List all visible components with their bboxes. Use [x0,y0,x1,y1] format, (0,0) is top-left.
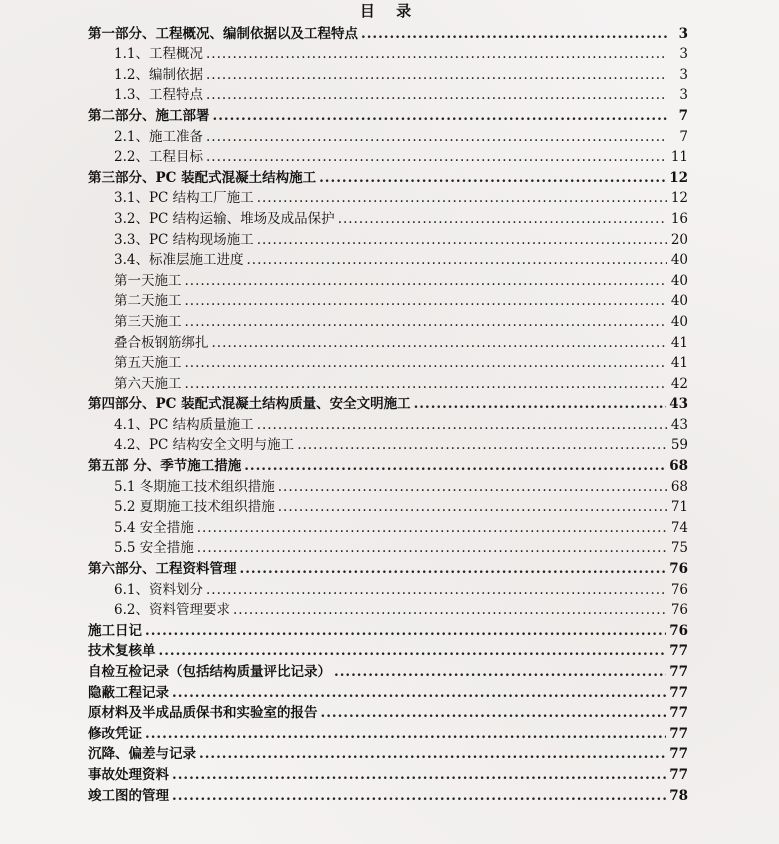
toc-entry-page-number: 68 [670,478,688,495]
toc-entry-label: 第四部分、PC 装配式混凝土结构质量、安全文明施工 [88,396,411,413]
dot-leader [334,664,666,681]
toc-entry-label: 第五部 分、季节施工措施 [88,458,242,475]
toc-section-entry[interactable] [88,393,688,414]
toc-entry-label: 2.2、工程目标 [114,149,203,166]
toc-entry-label: 1.2、编制依据 [114,66,203,83]
toc-section-entry[interactable] [88,166,688,187]
toc-section-entry[interactable] [88,104,688,125]
toc-subsection-entry[interactable] [88,290,688,311]
toc-subsection-entry[interactable] [88,146,688,167]
toc-entry-label: 6.1、资料划分 [114,581,203,598]
toc-entry-page-number: 3 [679,66,688,83]
toc-entry-label: 竣工图的管理 [88,787,169,804]
dot-leader [206,582,667,599]
dot-leader [145,726,666,743]
toc-entry-label: 4.2、PC 结构安全文明与施工 [114,437,295,454]
toc-entry-page-number: 75 [670,540,688,557]
toc-entry-label: 5.5 安全措施 [114,540,194,557]
toc-entry-label: 自检互检记录（包括结构质量评比记录） [88,664,331,680]
toc-subsection-entry[interactable] [88,187,688,208]
toc-section-entry[interactable] [88,660,688,681]
toc-subsection-entry[interactable] [88,516,688,537]
dot-leader [197,520,667,537]
dot-leader [213,108,668,125]
toc-subsection-entry[interactable] [88,331,688,352]
toc-subsection-entry[interactable] [88,434,688,455]
toc-entry-page-number: 42 [670,375,688,392]
toc-entry-label: 隐蔽工程记录 [88,684,169,701]
toc-entry-page-number: 43 [669,396,688,413]
toc-entry-page-number: 43 [670,416,688,433]
toc-entry-label: 4.1、PC 结构质量施工 [114,416,254,433]
toc-entry-label: 第六天施工 [114,375,182,392]
toc-subsection-entry[interactable] [88,475,688,496]
dot-leader [361,26,667,43]
toc-entry-page-number: 71 [670,499,688,516]
toc-subsection-entry[interactable] [88,228,688,249]
toc-subsection-entry[interactable] [88,84,688,105]
toc-entry-page-number: 59 [670,437,688,454]
toc-section-entry[interactable] [88,743,688,764]
toc-entry-label: 修改凭证 [88,725,142,742]
toc-subsection-entry[interactable] [88,310,688,331]
toc-entry-page-number: 41 [670,334,688,351]
toc-entry-label: 第二部分、施工部署 [88,107,210,124]
toc-entry-page-number: 77 [669,746,688,763]
toc-entry-label: 1.3、工程特点 [114,87,203,104]
toc-subsection-entry[interactable] [88,372,688,393]
toc-subsection-entry[interactable] [88,43,688,64]
toc-entry-page-number: 77 [669,684,688,701]
toc-entry-page-number: 77 [669,643,688,660]
table-of-contents [88,22,688,805]
toc-section-entry[interactable] [88,619,688,640]
toc-section-entry[interactable] [88,702,688,723]
toc-entry-page-number: 78 [669,787,688,804]
toc-section-entry[interactable] [88,763,688,784]
dot-leader [185,376,668,393]
toc-entry-label: 1.1、工程概况 [114,46,203,63]
dot-leader [246,252,667,269]
dot-leader [206,67,667,84]
dot-leader [319,170,666,187]
toc-entry-label: 5.4 安全措施 [114,519,194,536]
toc-entry-page-number: 76 [669,622,688,639]
toc-title: 目 录 [359,2,420,20]
toc-section-entry[interactable] [88,722,688,743]
dot-leader [199,746,666,763]
dot-leader [145,623,666,640]
dot-leader [185,293,668,310]
toc-entry-label: 3.4、标准层施工进度 [114,252,244,269]
toc-subsection-entry[interactable] [88,352,688,373]
toc-section-entry[interactable] [88,557,688,578]
toc-entry-label: 第三部分、PC 装配式混凝土结构施工 [88,169,317,186]
toc-entry-page-number: 77 [669,705,688,722]
toc-entry-label: 2.1、施工准备 [114,128,203,145]
toc-entry-page-number: 68 [669,458,688,475]
toc-subsection-entry[interactable] [88,63,688,84]
toc-entry-label: 第一天施工 [114,272,182,289]
toc-entry-page-number: 3 [679,46,688,63]
toc-entry-label: 叠合板钢筋绑扎 [114,334,209,351]
toc-entry-label: 第六部分、工程资料管理 [88,561,237,578]
dot-leader [257,417,667,434]
dot-leader [414,396,667,413]
toc-section-entry[interactable] [88,454,688,475]
toc-subsection-entry[interactable] [88,207,688,228]
toc-section-entry[interactable] [88,784,688,805]
toc-entry-page-number: 12 [669,169,688,186]
dot-leader [206,129,667,146]
toc-entry-page-number: 40 [670,313,688,330]
toc-entry-label: 6.2、资料管理要求 [114,602,230,619]
toc-entry-label: 3.2、PC 结构运输、堆场及成品保护 [114,210,335,227]
toc-entry-label: 5.1 冬期施工技术组织措施 [114,478,275,495]
toc-section-entry[interactable] [88,681,688,702]
toc-entry-label: 技术复核单 [88,643,156,660]
toc-entry-page-number: 7 [678,107,688,124]
dot-leader [257,190,667,207]
toc-entry-page-number: 16 [670,210,688,227]
dot-leader [185,314,668,331]
toc-entry-page-number: 3 [679,87,688,104]
toc-entry-page-number: 12 [670,190,688,207]
toc-entry-page-number: 20 [670,231,688,248]
dot-leader [278,479,667,496]
toc-entry-page-number: 41 [670,355,688,372]
toc-entry-page-number: 40 [670,293,688,310]
toc-entry-label: 3.3、PC 结构现场施工 [114,231,254,248]
toc-subsection-entry[interactable] [88,413,688,434]
toc-entry-page-number: 74 [670,519,688,536]
toc-section-entry[interactable] [88,640,688,661]
dot-leader [172,685,666,702]
toc-subsection-entry[interactable] [88,578,688,599]
toc-entry-label: 沉降、偏差与记录 [88,746,196,763]
dot-leader [159,643,667,660]
dot-leader [321,705,667,722]
toc-subsection-entry[interactable] [88,496,688,517]
toc-entry-label: 第一部分、工程概况、编制依据以及工程特点 [88,25,358,42]
toc-subsection-entry[interactable] [88,537,688,558]
toc-entry-page-number: 7 [679,128,688,145]
toc-subsection-entry[interactable] [88,249,688,270]
toc-entry-page-number: 11 [670,149,688,166]
dot-leader [278,499,667,516]
dot-leader [297,437,667,454]
toc-entry-page-number: 76 [670,602,688,619]
dot-leader [206,87,667,104]
toc-entry-label: 施工日记 [88,622,142,639]
dot-leader [206,149,667,166]
toc-entry-page-number: 40 [670,272,688,289]
dot-leader [244,458,666,475]
dot-leader [185,273,668,290]
toc-entry-label: 事故处理资料 [88,766,169,783]
toc-entry-label: 原材料及半成品质保书和实验室的报告 [88,705,318,722]
dot-leader [257,232,667,249]
toc-entry-page-number: 77 [669,725,688,742]
dot-leader [233,602,667,619]
toc-entry-label: 第二天施工 [114,293,182,310]
dot-leader [338,211,667,228]
dot-leader [172,767,666,784]
dot-leader [206,46,667,63]
dot-leader [197,540,667,557]
toc-entry-page-number: 76 [670,581,688,598]
toc-subsection-entry[interactable] [88,269,688,290]
toc-entry-page-number: 76 [669,561,688,578]
toc-entry-page-number: 77 [669,664,688,680]
toc-subsection-entry[interactable] [88,125,688,146]
toc-entry-label: 5.2 夏期施工技术组织措施 [114,499,275,516]
toc-entry-label: 3.1、PC 结构工厂施工 [114,190,254,207]
toc-entry-page-number: 77 [669,766,688,783]
dot-leader [172,788,666,805]
toc-entry-label: 第三天施工 [114,313,182,330]
toc-entry-page-number: 40 [670,252,688,269]
dot-leader [185,355,668,372]
toc-section-entry[interactable] [88,22,688,43]
toc-subsection-entry[interactable] [88,599,688,620]
dot-leader [212,335,668,352]
toc-entry-page-number: 3 [678,25,688,42]
dot-leader [240,561,667,578]
toc-entry-label: 第五天施工 [114,355,182,372]
